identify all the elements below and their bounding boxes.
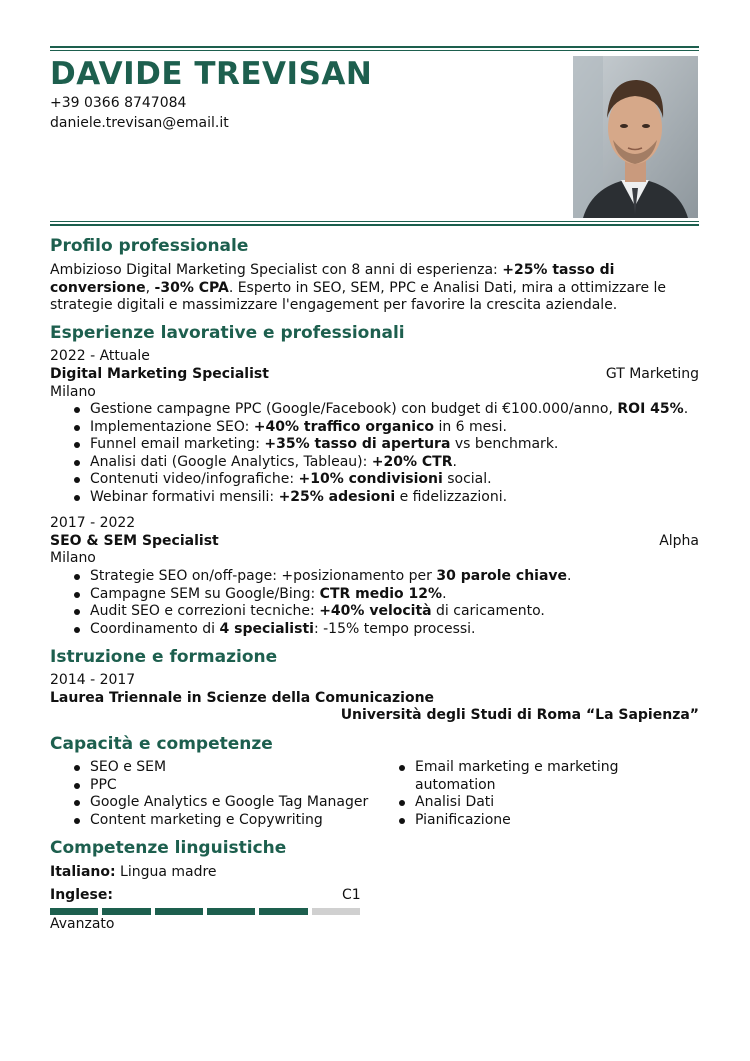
list-item: Pianificazione bbox=[397, 812, 657, 830]
candidate-name: DAVIDE TREVISAN bbox=[50, 56, 373, 92]
section-title-education: Istruzione e formazione bbox=[50, 647, 278, 667]
job-role: Digital Marketing Specialist bbox=[50, 366, 269, 382]
native-language bbox=[50, 864, 699, 882]
job-achievements-list bbox=[72, 568, 699, 638]
language-level-code: C1 bbox=[342, 887, 361, 903]
profile-highlight: +25% tasso di conversione bbox=[50, 262, 615, 296]
skills-list-right bbox=[397, 759, 657, 829]
list-item: Contenuti video/infografiche: +10% condivisioni social. bbox=[72, 471, 699, 489]
job-company: Alpha bbox=[659, 533, 699, 549]
section-title-experience: Esperienze lavorative e professionali bbox=[50, 323, 405, 343]
education-period: 2014 - 2017 bbox=[50, 672, 136, 688]
level-segment bbox=[102, 908, 150, 915]
list-item: Funnel email marketing: +35% tasso di apertura vs benchmark. bbox=[72, 436, 699, 454]
level-segment bbox=[259, 908, 307, 915]
job-achievements-list bbox=[72, 401, 699, 506]
job-period: 2022 - Attuale bbox=[50, 348, 150, 364]
header-bottom-rule bbox=[50, 224, 699, 226]
list-item: Coordinamento di 4 specialisti: -15% tempo processi. bbox=[72, 621, 699, 639]
profile-highlight: -30% CPA bbox=[154, 279, 229, 296]
list-item: Webinar formativi mensili: +25% adesioni e fidelizzazioni. bbox=[72, 489, 699, 507]
level-segment bbox=[155, 908, 203, 915]
profile-summary bbox=[50, 262, 699, 315]
job-company: GT Marketing bbox=[605, 366, 699, 382]
profile-text: , bbox=[145, 279, 155, 296]
education-degree: Laurea Triennale in Scienze della Comunicazione bbox=[50, 690, 435, 706]
section-title-profile: Profilo professionale bbox=[50, 236, 249, 256]
level-segment bbox=[50, 908, 98, 915]
language-level-bar bbox=[50, 908, 360, 915]
header-top-rule-thin bbox=[50, 50, 699, 51]
profile-photo bbox=[573, 56, 698, 218]
email-address: daniele.trevisan@email.it bbox=[50, 115, 229, 131]
section-title-languages: Competenze linguistiche bbox=[50, 838, 287, 858]
list-item: Implementazione SEO: +40% traffico organico in 6 mesi. bbox=[72, 419, 699, 437]
job-location: Milano bbox=[50, 384, 96, 400]
native-language-value: Lingua madre bbox=[120, 864, 217, 880]
section-title-skills: Capacità e competenze bbox=[50, 734, 273, 754]
list-item: Gestione campagne PPC (Google/Facebook) con budget di €100.000/anno, ROI 45%. bbox=[72, 401, 699, 419]
profile-text: Ambizioso Digital Marketing Specialist con 8 anni di esperienza: bbox=[50, 262, 503, 278]
list-item: Google Analytics e Google Tag Manager bbox=[72, 794, 392, 812]
level-segment bbox=[312, 908, 360, 915]
job-period: 2017 - 2022 bbox=[50, 515, 136, 531]
level-segment bbox=[207, 908, 255, 915]
list-item: PPC bbox=[72, 777, 392, 795]
list-item: Audit SEO e correzioni tecniche: +40% velocità di caricamento. bbox=[72, 603, 699, 621]
list-item: Analisi Dati bbox=[397, 794, 657, 812]
header-top-rule bbox=[50, 46, 699, 48]
list-item: SEO e SEM bbox=[72, 759, 392, 777]
education-school: Università degli Studi di Roma “La Sapienza” bbox=[340, 707, 699, 723]
list-item: Content marketing e Copywriting bbox=[72, 812, 392, 830]
list-item: Email marketing e marketing automation bbox=[397, 759, 657, 794]
job-role: SEO & SEM Specialist bbox=[50, 533, 219, 549]
language-name: Inglese: bbox=[50, 887, 113, 903]
list-item: Analisi dati (Google Analytics, Tableau): +20% CTR. bbox=[72, 454, 699, 472]
phone-number: +39 0366 8747084 bbox=[50, 95, 187, 111]
job-location: Milano bbox=[50, 550, 96, 566]
profile-text: . Esperto in SEO, SEM, PPC e Analisi Dati, mira a ottimizzare le strategie digitali e massimizzare l'engagement per favorire la crescita aziendale. bbox=[50, 279, 667, 313]
header-bottom-rule-thin bbox=[50, 221, 699, 222]
list-item: Campagne SEM su Google/Bing: CTR medio 12%. bbox=[72, 586, 699, 604]
skills-list-left bbox=[72, 759, 392, 829]
list-item: Strategie SEO on/off-page: +posizionamento per 30 parole chiave. bbox=[72, 568, 699, 586]
native-language-label: Italiano: bbox=[50, 864, 116, 880]
language-level-text: Avanzato bbox=[50, 916, 115, 932]
